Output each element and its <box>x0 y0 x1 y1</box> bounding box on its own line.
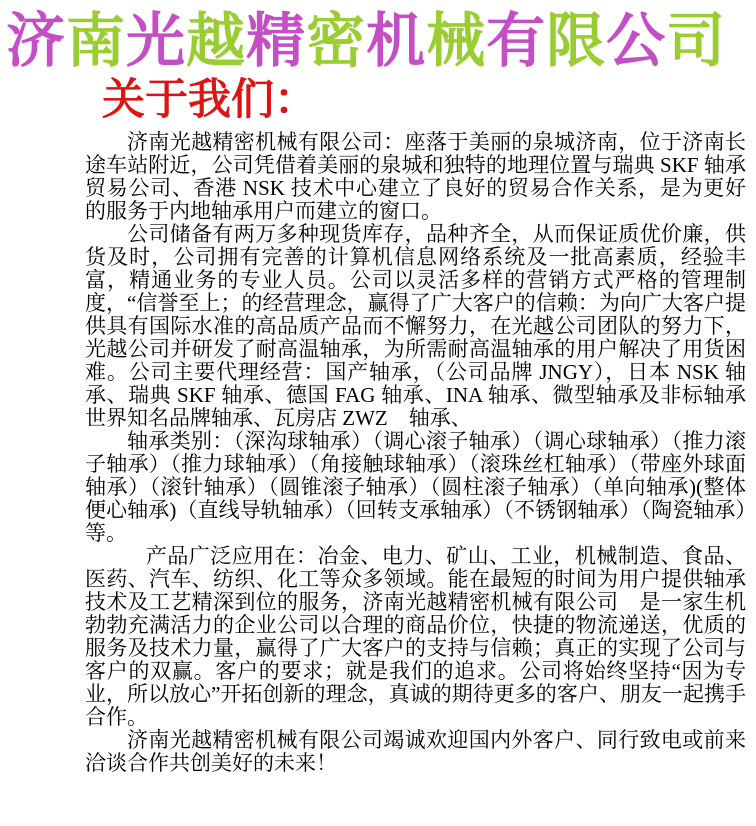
page <box>0 8 756 826</box>
company-title <box>6 8 756 74</box>
title-char: 光 <box>126 8 187 74</box>
about-body <box>85 131 746 775</box>
title-char: 司 <box>666 8 727 74</box>
title-char: 机 <box>366 8 427 74</box>
title-char: 越 <box>186 8 247 74</box>
about-paragraph-3: 轴承类别：（深沟球轴承）（调心滚子轴承）（调心球轴承）（推力滚子轴承）（推力球轴承）（角接触球轴承）（滚珠丝杠轴承）（带座外球面轴承）（滚针轴承）（圆锥滚子轴承）（圆柱滚子轴承）（单向轴承)(整体便心轴承)（直线导轨轴承）（回转支承轴承）（不锈钢轴承）（陶瓷轴承）等。 <box>85 428 746 545</box>
about-paragraph-4: 产品广泛应用在：冶金、电力、矿山、工业，机械制造、食品、医药、汽车、纺织、化工等众多领域。能在最短的时间为用户提供轴承技术及工艺精深到位的服务，济南光越精密机械有限公司 是一家生机勃勃充满活力的企业公司以合理的商品价位，快捷的物流递送，优质的服务及技术力量，赢得了广大客户的支持与信赖；真正的实现了公司与客户的双赢。客户的要求；就是我们的追求。公司将始终坚持“因为专业，所以放心”开拓创新的理念，真诚的期待更多的客户、朋友一起携手合作。 <box>85 543 746 729</box>
title-char: 济 <box>6 8 67 74</box>
about-paragraph-2: 公司储备有两万多种现货库存，品种齐全，从而保证质优价廉，供货及时，公司拥有完善的计算机信息网络系统及一批高素质，经验丰富，精通业务的专业人员。公司以灵活多样的营销方式严格的管理制度，“信誉至上；的经营理念，赢得了广大客户的信赖：为向广大客户提供具有国际水准的高品质产品而不懈努力，在光越公司团队的努力下，光越公司并研发了耐高温轴承，为所需耐高温轴承的用户解决了用货困难。公司主要代理经营：国产轴承，（公司品牌 JNGY），日本 NSK 轴承、瑞典 SKF 轴承、德国 FAG 轴承、INA 轴承、微型轴承及非标轴承世界知名品牌轴承、瓦房店 ZWZ 轴承、 <box>85 221 746 430</box>
title-char: 械 <box>426 8 487 74</box>
about-paragraph-5: 济南光越精密机械有限公司竭诚欢迎国内外客户、同行致电或前来洽谈合作共创美好的未来！ <box>85 727 746 775</box>
about-us-heading: 关于我们： <box>102 77 317 125</box>
title-char: 密 <box>306 8 367 74</box>
title-char: 南 <box>66 8 127 74</box>
title-char: 精 <box>246 8 307 74</box>
about-paragraph-1: 济南光越精密机械有限公司：座落于美丽的泉城济南，位于济南长途车站附近，公司凭借着美丽的泉城和独特的地理位置与瑞典 SKF 轴承贸易公司、香港 NSK 技术中心建立了良好的贸易合作关系，是为更好的服务于内地轴承用户而建立的窗口。 <box>85 129 746 223</box>
title-char: 限 <box>546 8 607 74</box>
title-char: 公 <box>606 8 667 74</box>
title-char: 有 <box>486 8 547 74</box>
